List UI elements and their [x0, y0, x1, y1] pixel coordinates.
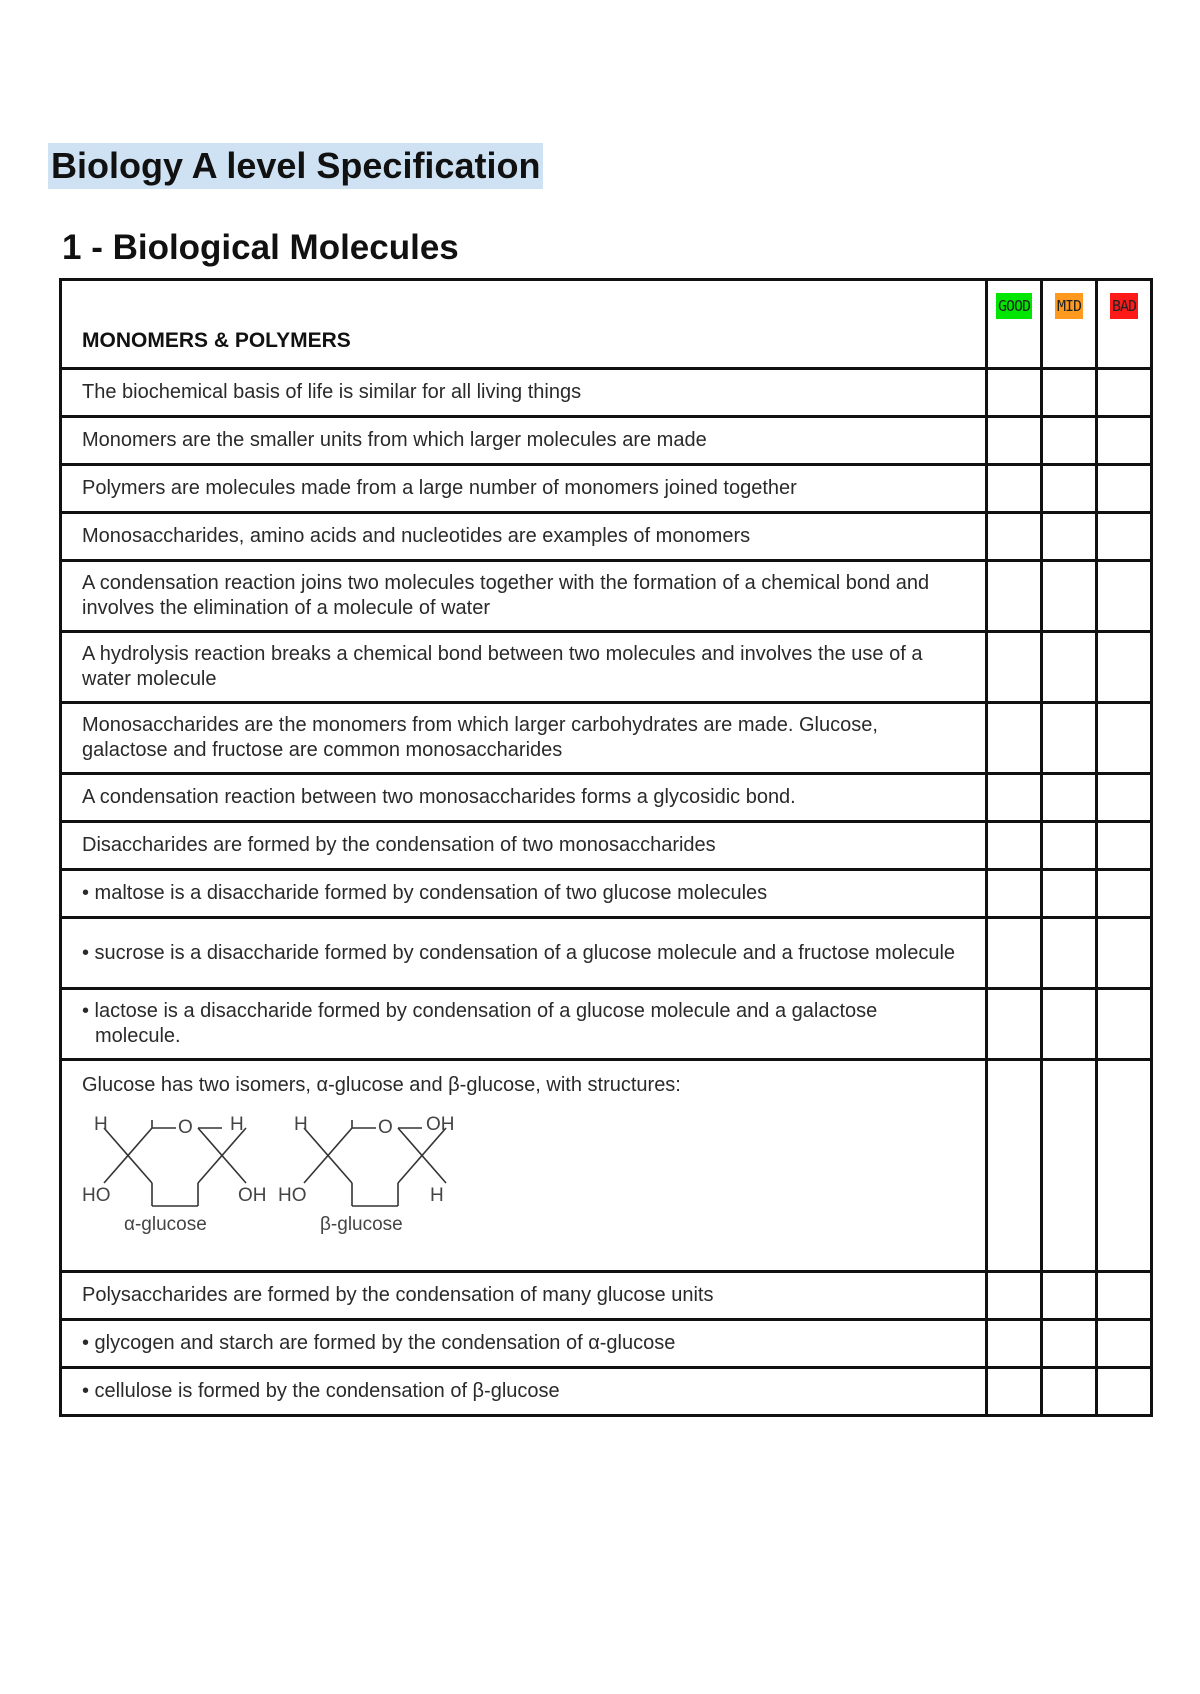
- alpha-top-right-label: H: [230, 1114, 244, 1135]
- table-row: [61, 870, 1152, 918]
- table-row: [61, 632, 1152, 703]
- spec-statement: [61, 1060, 987, 1272]
- alpha-bottom-left-label: HO: [82, 1185, 111, 1206]
- good-checkbox-cell[interactable]: [987, 989, 1042, 1060]
- bad-checkbox-cell[interactable]: [1097, 632, 1152, 703]
- mid-column-header: [1042, 280, 1097, 369]
- table-row: [61, 822, 1152, 870]
- table-row: [61, 513, 1152, 561]
- bad-checkbox-cell[interactable]: [1097, 417, 1152, 465]
- spec-checklist-table: [59, 278, 1153, 1417]
- spec-statement: Polymers are molecules made from a large number of monomers joined together: [61, 465, 987, 513]
- bullet-statement: • lactose is a disaccharide formed by condensation of a glucose molecule and a galactose molecule.: [82, 1000, 878, 1047]
- table-row: [61, 369, 1152, 417]
- bad-checkbox-cell[interactable]: [1097, 1060, 1152, 1272]
- spec-statement: A condensation reaction joins two molecules together with the formation of a chemical bond and involves the elimination of a molecule of water: [61, 561, 987, 632]
- bad-checkbox-cell[interactable]: [1097, 561, 1152, 632]
- table-row: [61, 918, 1152, 989]
- document-title: Biology A level Specification: [48, 143, 543, 189]
- table-header-label: MONOMERS & POLYMERS: [61, 280, 987, 369]
- glucose-isomers-statement: Glucose has two isomers, α-glucose and β-glucose, with structures:: [82, 1074, 681, 1096]
- good-checkbox-cell[interactable]: [987, 417, 1042, 465]
- mid-checkbox-cell[interactable]: [1042, 870, 1097, 918]
- beta-bottom-right-label: H: [430, 1185, 444, 1206]
- good-checkbox-cell[interactable]: [987, 703, 1042, 774]
- spec-statement: A condensation reaction between two monosaccharides forms a glycosidic bond.: [61, 774, 987, 822]
- table-row: [61, 703, 1152, 774]
- beta-ring-oxygen-label: O: [378, 1117, 393, 1138]
- spec-statement: • glycogen and starch are formed by the condensation of α-glucose: [61, 1320, 987, 1368]
- mid-checkbox-cell[interactable]: [1042, 1368, 1097, 1416]
- bad-checkbox-cell[interactable]: [1097, 703, 1152, 774]
- beta-top-left-label: H: [294, 1114, 308, 1135]
- good-checkbox-cell[interactable]: [987, 822, 1042, 870]
- mid-checkbox-cell[interactable]: [1042, 513, 1097, 561]
- good-checkbox-cell[interactable]: [987, 1060, 1042, 1272]
- alpha-bottom-right-label: OH: [238, 1185, 267, 1206]
- table-row: [61, 465, 1152, 513]
- table-row: [61, 989, 1152, 1060]
- alpha-ring-oxygen-label: O: [178, 1117, 193, 1138]
- spec-statement: [61, 989, 987, 1060]
- spec-statement: Polysaccharides are formed by the condensation of many glucose units: [61, 1272, 987, 1320]
- spec-statement: Monomers are the smaller units from which larger molecules are made: [61, 417, 987, 465]
- good-checkbox-cell[interactable]: [987, 1368, 1042, 1416]
- beta-glucose-label: β-glucose: [320, 1214, 403, 1235]
- mid-checkbox-cell[interactable]: [1042, 703, 1097, 774]
- mid-checkbox-cell[interactable]: [1042, 1320, 1097, 1368]
- good-checkbox-cell[interactable]: [987, 561, 1042, 632]
- table-row: [61, 417, 1152, 465]
- table-row: [61, 1060, 1152, 1272]
- table-row: [61, 1320, 1152, 1368]
- spec-statement: A hydrolysis reaction breaks a chemical bond between two molecules and involves the use of a water molecule: [61, 632, 987, 703]
- mid-checkbox-cell[interactable]: [1042, 1060, 1097, 1272]
- alpha-glucose-label: α-glucose: [124, 1214, 207, 1235]
- good-checkbox-cell[interactable]: [987, 918, 1042, 989]
- good-checkbox-cell[interactable]: [987, 1272, 1042, 1320]
- mid-checkbox-cell[interactable]: [1042, 989, 1097, 1060]
- mid-checkbox-cell[interactable]: [1042, 918, 1097, 989]
- beta-bottom-left-label: HO: [278, 1185, 307, 1206]
- bad-checkbox-cell[interactable]: [1097, 822, 1152, 870]
- spec-statement: • maltose is a disaccharide formed by condensation of two glucose molecules: [61, 870, 987, 918]
- bad-checkbox-cell[interactable]: [1097, 1320, 1152, 1368]
- good-checkbox-cell[interactable]: [987, 870, 1042, 918]
- spec-statement: Monosaccharides, amino acids and nucleotides are examples of monomers: [61, 513, 987, 561]
- good-checkbox-cell[interactable]: [987, 632, 1042, 703]
- spec-statement: The biochemical basis of life is similar for all living things: [61, 369, 987, 417]
- bad-checkbox-cell[interactable]: [1097, 870, 1152, 918]
- spec-statement: Monosaccharides are the monomers from which larger carbohydrates are made. Glucose, galactose and fructose are common monosaccharides: [61, 703, 987, 774]
- alpha-top-left-label: H: [94, 1114, 108, 1135]
- bad-checkbox-cell[interactable]: [1097, 918, 1152, 989]
- spec-statement: Disaccharides are formed by the condensation of two monosaccharides: [61, 822, 987, 870]
- bad-checkbox-cell[interactable]: [1097, 513, 1152, 561]
- bad-checkbox-cell[interactable]: [1097, 369, 1152, 417]
- spec-statement: [61, 918, 987, 989]
- good-checkbox-cell[interactable]: [987, 513, 1042, 561]
- table-row: [61, 1368, 1152, 1416]
- bad-checkbox-cell[interactable]: [1097, 1368, 1152, 1416]
- section-title: 1 - Biological Molecules: [62, 228, 459, 267]
- bullet-statement: • sucrose is a disaccharide formed by condensation of a glucose molecule and a fructose molecule: [82, 941, 956, 964]
- good-checkbox-cell[interactable]: [987, 774, 1042, 822]
- good-checkbox-cell[interactable]: [987, 369, 1042, 417]
- glucose-structures-diagram: [82, 1108, 482, 1236]
- bad-column-header: [1097, 280, 1152, 369]
- beta-top-right-label: OH: [426, 1114, 455, 1135]
- good-checkbox-cell[interactable]: [987, 465, 1042, 513]
- good-checkbox-cell[interactable]: [987, 1320, 1042, 1368]
- mid-checkbox-cell[interactable]: [1042, 561, 1097, 632]
- mid-checkbox-cell[interactable]: [1042, 822, 1097, 870]
- table-row: [61, 561, 1152, 632]
- table-header-row: [61, 280, 1152, 369]
- good-rating-label: GOOD: [996, 293, 1032, 319]
- mid-checkbox-cell[interactable]: [1042, 774, 1097, 822]
- table-row: [61, 1272, 1152, 1320]
- mid-checkbox-cell[interactable]: [1042, 465, 1097, 513]
- good-column-header: [987, 280, 1042, 369]
- mid-rating-label: MID: [1055, 293, 1083, 319]
- mid-checkbox-cell[interactable]: [1042, 369, 1097, 417]
- mid-checkbox-cell[interactable]: [1042, 632, 1097, 703]
- bad-rating-label: BAD: [1110, 293, 1138, 319]
- mid-checkbox-cell[interactable]: [1042, 1272, 1097, 1320]
- bad-checkbox-cell[interactable]: [1097, 989, 1152, 1060]
- table-row: [61, 774, 1152, 822]
- bad-checkbox-cell[interactable]: [1097, 1272, 1152, 1320]
- bad-checkbox-cell[interactable]: [1097, 774, 1152, 822]
- spec-statement: • cellulose is formed by the condensation of β-glucose: [61, 1368, 987, 1416]
- mid-checkbox-cell[interactable]: [1042, 417, 1097, 465]
- bad-checkbox-cell[interactable]: [1097, 465, 1152, 513]
